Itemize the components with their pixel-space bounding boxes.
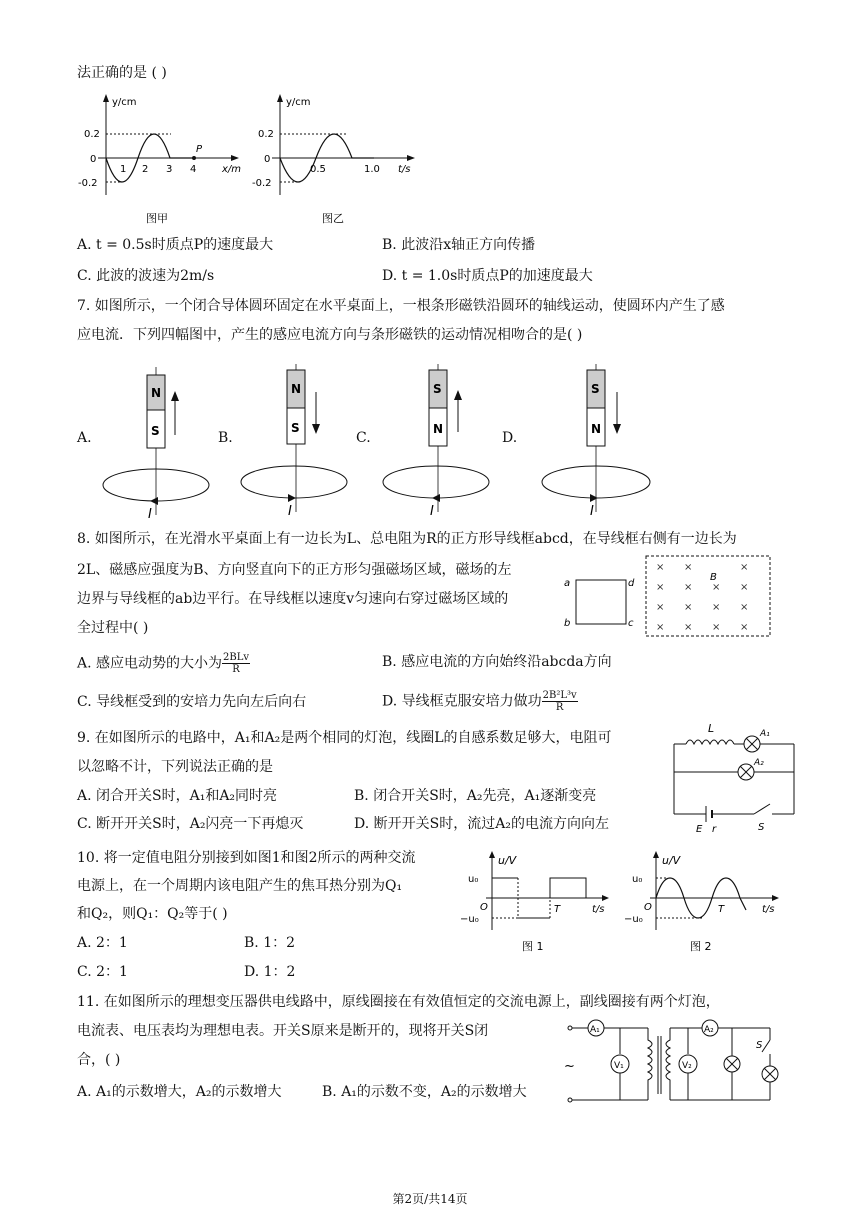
q6a-y-label: y/cm: [112, 97, 137, 108]
q11-A1: A₁: [590, 1025, 600, 1035]
q9-label-L: L: [708, 722, 715, 735]
q6-option-d: D. t = 1.0s时质点P的加速度最大: [382, 268, 593, 284]
field-cross: ×: [740, 602, 749, 613]
q11-line3: 合，( ): [77, 1052, 121, 1068]
q9-label-E: E: [696, 824, 703, 834]
q10-option-b: B. 1：2: [244, 935, 296, 951]
field-cross: ×: [656, 582, 665, 593]
q9-label-A2: A₂: [754, 758, 764, 768]
q7c-current: I: [430, 504, 434, 517]
q10-sine-wave-graph: [618, 850, 788, 960]
q6b-xtick-0.5: 0.5: [310, 164, 326, 175]
q9-circuit-figure: [664, 722, 804, 834]
q8-d-numerator: 2B²L³v: [542, 690, 577, 701]
q10-option-d: D. 1：2: [244, 964, 296, 980]
q11-source: ~: [564, 1059, 575, 1074]
q7-magnet-figure-a: [96, 365, 216, 520]
q8-label-b: b: [564, 618, 571, 629]
q11-line1: 11. 在如图所示的理想变压器供电线路中，原线圈接在有效值恒定的交流电源上，副线圈接有两个灯泡，: [77, 994, 720, 1010]
q10f1-u0: u₀: [468, 874, 479, 885]
field-cross: ×: [656, 562, 665, 573]
q10-square-wave-graph: [450, 850, 620, 960]
q10-line1: 10. 将一定值电阻分别接到如图1和图2所示的两种交流: [77, 850, 416, 866]
q6-wave-graph: [76, 90, 246, 230]
q10f2-T: T: [718, 904, 725, 915]
q10f1-caption: 图 1: [522, 940, 544, 953]
q8-label-c: c: [628, 618, 634, 629]
q8-option-b: B. 感应电流的方向始终沿abcda方向: [382, 654, 612, 670]
q10f2-caption: 图 2: [690, 940, 712, 953]
q11-transformer-circuit: [560, 1014, 785, 1110]
field-cross: ×: [740, 562, 749, 573]
q10f1-origin: O: [480, 902, 488, 913]
q6a-ytick-0: 0: [90, 154, 97, 165]
q11-A2: A₂: [704, 1025, 714, 1035]
q10f1-T: T: [554, 904, 561, 915]
q6-option-a: A. t = 0.5s时质点P的速度最大: [77, 237, 274, 253]
q9-option-d: D. 断开开关S时，流过A₂的电流方向向左: [354, 816, 609, 832]
q7d-bottom: N: [591, 422, 602, 436]
q11-S: S: [756, 1040, 763, 1051]
q6b-caption: 图乙: [322, 212, 344, 225]
q9-option-c: C. 断开开关S时，A₂闪亮一下再熄灭: [77, 816, 304, 832]
q10f1-x-label: t/s: [592, 904, 605, 915]
q6b-x-label: t/s: [398, 164, 411, 175]
q10f1-y-label: u/V: [498, 854, 517, 867]
q10-option-a: A. 2：1: [77, 935, 128, 951]
field-cross: ×: [712, 582, 721, 593]
q10f2-neg-u0: −u₀: [624, 914, 643, 925]
field-cross: ×: [740, 582, 749, 593]
q6-vibration-graph: [252, 90, 422, 230]
q6a-point-P: P: [196, 144, 203, 155]
q7c-bottom: N: [433, 422, 444, 436]
q6a-xtick-1: 1: [120, 164, 127, 175]
q8-a-numerator: 2BLv: [223, 652, 250, 663]
q7-fig-a-label: A.: [77, 430, 92, 446]
q7a-bottom: S: [151, 424, 160, 438]
q9-line1: 9. 在如图所示的电路中，A₁和A₂是两个相同的灯泡，线圈L的自感系数足够大，电阻可: [77, 730, 612, 746]
q7-fig-c-label: C.: [356, 430, 371, 446]
q8-line3: 边界与导线框的ab边平行。在导线框以速度v匀速向右穿过磁场区域的: [77, 591, 509, 607]
q6b-ytick-0: 0: [264, 154, 271, 165]
q9-line2: 以忽略不计，下列说法正确的是: [77, 759, 273, 775]
q8-frame-field-figure: [560, 554, 780, 644]
field-cross: ×: [684, 622, 693, 633]
q7-fig-d-label: D.: [502, 430, 518, 446]
q6a-xtick-4: 4: [190, 164, 197, 175]
q6a-xtick-3: 3: [166, 164, 173, 175]
q9-label-A1: A₁: [760, 729, 770, 739]
q11-V1: V₁: [614, 1061, 624, 1071]
q8-option-d: D. 导线框克服安培力做功 $\frac{\text{2B²L³v}}{R}$: [382, 690, 577, 713]
q11-option-a: A. A₁的示数增大，A₂的示数增大: [77, 1084, 282, 1100]
q10-option-c: C. 2：1: [77, 964, 128, 980]
q8-line2: 2L、磁感应强度为B、方向竖直向下的正方形匀强磁场区域，磁场的左: [77, 562, 512, 578]
q7d-top: S: [591, 382, 600, 396]
q10-line3: 和Q₂，则Q₁：Q₂等于( ): [77, 906, 228, 922]
q6-option-b: B. 此波沿x轴正方向传播: [382, 237, 536, 253]
q6b-xtick-1.0: 1.0: [364, 164, 380, 175]
field-cross: ×: [684, 582, 693, 593]
q7-magnet-figure-b: [236, 362, 356, 517]
q6-stem-tail: 法正确的是 ( ): [77, 65, 167, 81]
q7d-current: I: [590, 504, 594, 517]
field-cross: ×: [684, 562, 693, 573]
q8-option-c: C. 导线框受到的安培力先向左后向右: [77, 694, 307, 710]
field-cross: ×: [712, 602, 721, 613]
q6b-ytick-0.2: 0.2: [258, 129, 274, 140]
q9-option-a: A. 闭合开关S时，A₁和A₂同时亮: [77, 788, 278, 804]
q7-magnet-figure-c: [378, 362, 498, 517]
q7b-current: I: [288, 504, 292, 517]
q8-a-denominator: R: [232, 664, 240, 675]
q8-label-B: B: [710, 572, 717, 583]
q6a-ytick-0.2: 0.2: [84, 129, 100, 140]
q8-d-denominator: R: [555, 702, 564, 713]
field-cross: ×: [712, 622, 721, 633]
q7a-current: I: [148, 507, 152, 520]
q8-line1: 8. 如图所示，在光滑水平桌面上有一边长为L、总电阻为R的正方形导线框abcd，在导线框右侧有一边长为: [77, 531, 737, 547]
q7a-top: N: [151, 386, 162, 400]
q10f2-origin: O: [644, 902, 652, 913]
q6a-x-label: x/m: [222, 164, 242, 175]
q7c-top: S: [433, 382, 442, 396]
q10f1-neg-u0: −u₀: [460, 914, 479, 925]
q10f2-y-label: u/V: [662, 854, 681, 867]
q9-option-b: B. 闭合开关S时，A₂先亮，A₁逐渐变亮: [354, 788, 597, 804]
q10f2-u0: u₀: [632, 874, 643, 885]
q6a-xtick-2: 2: [142, 164, 149, 175]
q7b-top: N: [291, 382, 302, 396]
q6b-ytick-neg: -0.2: [252, 178, 272, 189]
q8-line4: 全过程中( ): [77, 620, 149, 636]
q8-label-d: d: [628, 578, 635, 589]
q11-V2: V₂: [682, 1061, 692, 1071]
q9-label-r: r: [712, 824, 717, 834]
q6b-y-label: y/cm: [286, 97, 311, 108]
q7-magnet-figure-d: [536, 362, 661, 517]
q6a-ytick-neg: -0.2: [78, 178, 98, 189]
q9-label-S: S: [758, 822, 765, 833]
q7b-bottom: S: [291, 421, 300, 435]
q8-label-a: a: [564, 578, 571, 589]
q11-line2: 电流表、电压表均为理想电表。开关S原来是断开的，现将开关S闭: [77, 1023, 489, 1039]
q7-line2: 应电流．下列四幅图中，产生的感应电流方向与条形磁铁的运动情况相吻合的是( ): [77, 327, 583, 343]
q6-option-c: C. 此波的波速为2m/s: [77, 268, 215, 284]
page-footer: 第2页/共14页: [392, 1192, 468, 1206]
q10f2-x-label: t/s: [762, 904, 775, 915]
field-cross: ×: [656, 602, 665, 613]
q10-line2: 电源上，在一个周期内该电阻产生的焦耳热分别为Q₁: [77, 878, 403, 894]
field-cross: ×: [740, 622, 749, 633]
field-cross: ×: [656, 622, 665, 633]
q6a-caption: 图甲: [146, 212, 168, 225]
q7-fig-b-label: B.: [218, 430, 233, 446]
q11-option-b: B. A₁的示数不变，A₂的示数增大: [322, 1084, 527, 1100]
q7-line1: 7. 如图所示，一个闭合导体圆环固定在水平桌面上，一根条形磁铁沿圆环的轴线运动，使圆环内产生了感: [77, 298, 725, 314]
field-cross: ×: [684, 602, 693, 613]
q8-option-a: A. 感应电动势的大小为 $\frac{\text{2BLv}}{R}$: [77, 652, 250, 675]
